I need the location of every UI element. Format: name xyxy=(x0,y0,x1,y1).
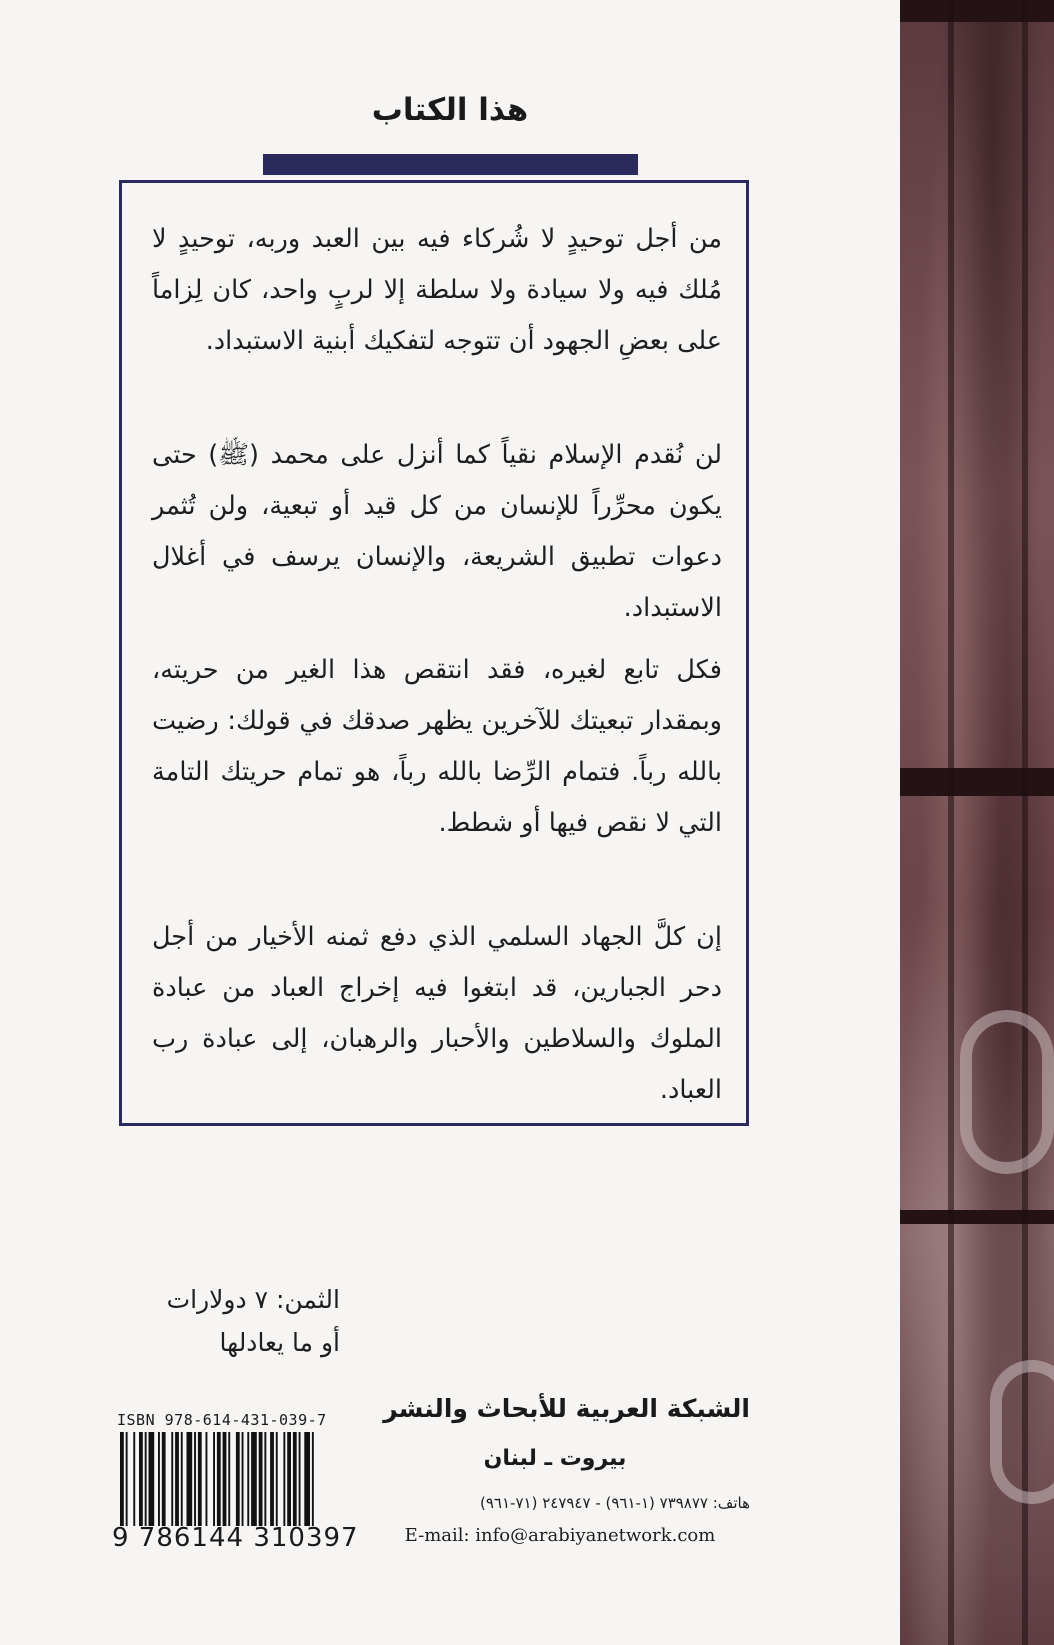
chain-icon xyxy=(990,1360,1054,1504)
price-line: الثمن: ٧ دولارات xyxy=(166,1285,340,1314)
section-title: هذا الكتاب xyxy=(371,92,529,128)
barcode-image xyxy=(120,1432,370,1526)
spine-band xyxy=(900,0,1054,22)
paragraph-1: من أجل توحيدٍ لا شُركاء فيه بين العبد وربه، توحيدٍ لا مُلك فيه ولا سيادة ولا سلطة إلا لربٍ واحد، كان لِزاماً على بعضِ الجهود أن تتوجه لتفكيك أبنية الاستبداد. xyxy=(152,224,722,356)
spine-band xyxy=(900,768,1054,796)
publisher-name: الشبكة العربية للأبحاث والنشر xyxy=(383,1394,750,1423)
title-bar xyxy=(263,154,638,175)
paragraph-3: فكل تابع لغيره، فقد انتقص هذا الغير من حريته، وبمقدار تبعيتك للآخرين يظهر صدقك في قولك: رضيت بالله رباً. فتمام الرِّضا بالله رباً، هو تمام حريتك التامة التي لا نقص فيها أو شطط. xyxy=(152,655,722,838)
spine-band xyxy=(900,1210,1054,1224)
paragraph-4: إن كلَّ الجهاد السلمي الذي دفع ثمنه الأخيار من أجل دحر الجبارين، قد ابتغوا فيه إخراج العباد من عبادة الملوك والسلاطين والأحبار والرهبان، إلى عبادة رب العباد. xyxy=(152,922,722,1105)
paragraph-2: لن نُقدم الإسلام نقياً كما أنزل على محمد (ﷺ) حتى يكون محرِّراً للإنسان من كل قيد أو تبعية، ولن تُثمر دعوات تطبيق الشريعة، والإنسان يرسف في أغلال الاستبداد. xyxy=(152,440,722,623)
isbn-label: ISBN 978-614-431-039-7 xyxy=(117,1411,327,1429)
publisher-phone: هاتف: ٧٣٩٨٧٧ (١-٩٦١) - ٢٤٧٩٤٧ (٧١-٩٦١) xyxy=(480,1494,750,1512)
price-equivalent: أو ما يعادلها xyxy=(219,1328,340,1357)
publisher-email: E-mail: info@arabiyanetwork.com xyxy=(404,1525,716,1546)
publisher-city: بيروت ـ لبنان xyxy=(483,1446,627,1471)
spine-line xyxy=(948,0,954,1645)
barcode-digits: 9 786144 310397 xyxy=(112,1523,359,1553)
chain-icon xyxy=(960,1010,1054,1174)
